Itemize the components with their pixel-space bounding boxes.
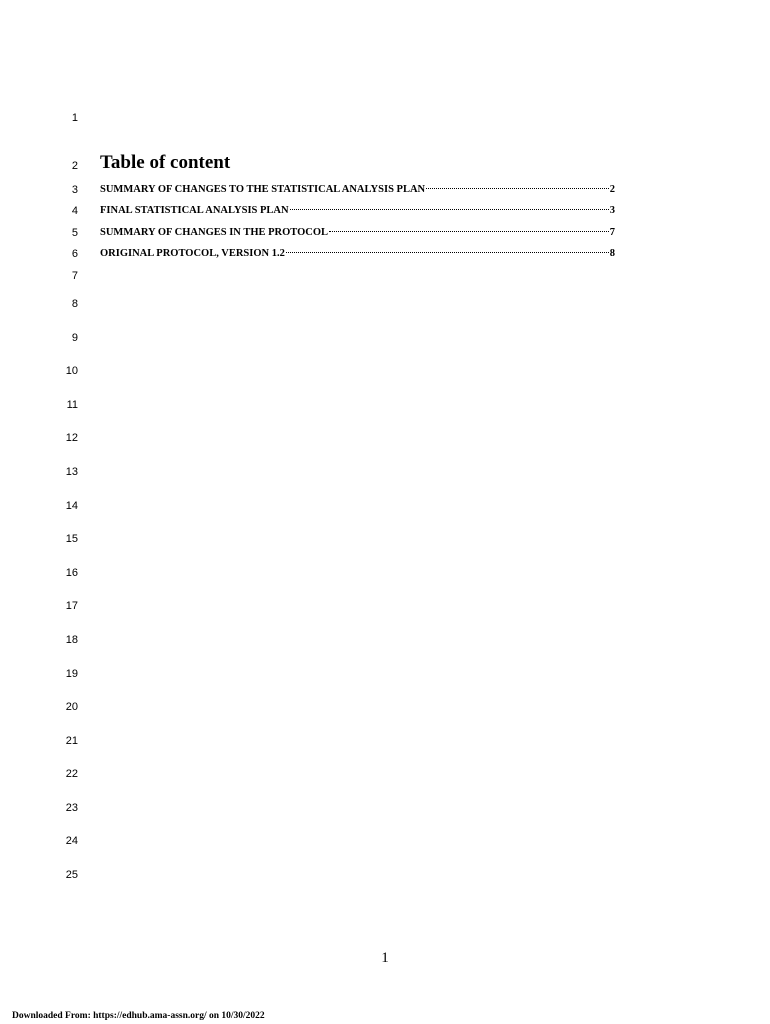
line-number: 7 xyxy=(71,270,78,282)
toc-entry-original-protocol[interactable] xyxy=(100,247,615,261)
line-number: 13 xyxy=(65,466,78,478)
line-number: 25 xyxy=(65,869,78,881)
line-number: 2 xyxy=(71,160,78,172)
toc-entry-final-statistical-plan[interactable] xyxy=(100,204,615,218)
toc-entry-page: 8 xyxy=(609,248,615,259)
line-number: 1 xyxy=(71,112,78,124)
line-number: 10 xyxy=(65,365,78,377)
page-number: 1 xyxy=(381,950,389,966)
toc-entry-page: 3 xyxy=(609,205,615,216)
line-number: 5 xyxy=(71,227,78,239)
line-number: 9 xyxy=(71,332,78,344)
toc-dot-leader xyxy=(426,188,609,189)
toc-entry-protocol-changes[interactable] xyxy=(100,226,615,240)
line-number: 17 xyxy=(65,600,78,612)
toc-entry-statistical-plan-changes[interactable] xyxy=(100,183,615,197)
line-number: 15 xyxy=(65,533,78,545)
toc-entry-page: 2 xyxy=(609,184,615,195)
line-number: 22 xyxy=(65,768,78,780)
toc-entry-label: FINAL STATISTICAL ANALYSIS PLAN xyxy=(100,205,289,216)
toc-dot-leader xyxy=(286,252,609,253)
line-number: 4 xyxy=(71,205,78,217)
line-number: 12 xyxy=(65,432,78,444)
toc-entry-label: SUMMARY OF CHANGES TO THE STATISTICAL ANALYSIS PLAN xyxy=(100,184,426,195)
toc-title: Table of content xyxy=(100,152,231,173)
line-number: 6 xyxy=(71,248,78,260)
line-number: 24 xyxy=(65,835,78,847)
line-number: 23 xyxy=(65,802,78,814)
line-number: 14 xyxy=(65,500,78,512)
download-footer: Downloaded From: https://edhub.ama-assn.org/ on 10/30/2022 xyxy=(12,1011,265,1021)
line-number: 19 xyxy=(65,668,78,680)
line-number: 8 xyxy=(71,298,78,310)
line-number: 11 xyxy=(66,399,78,411)
line-number: 16 xyxy=(65,567,78,579)
toc-dot-leader xyxy=(329,231,609,232)
line-number: 3 xyxy=(71,184,78,196)
toc-entry-page: 7 xyxy=(609,227,615,238)
toc-dot-leader xyxy=(290,209,609,210)
toc-entry-label: ORIGINAL PROTOCOL, VERSION 1.2 xyxy=(100,248,285,259)
line-number: 21 xyxy=(65,735,78,747)
line-number: 20 xyxy=(65,701,78,713)
line-number: 18 xyxy=(65,634,78,646)
toc-entry-label: SUMMARY OF CHANGES IN THE PROTOCOL xyxy=(100,227,329,238)
